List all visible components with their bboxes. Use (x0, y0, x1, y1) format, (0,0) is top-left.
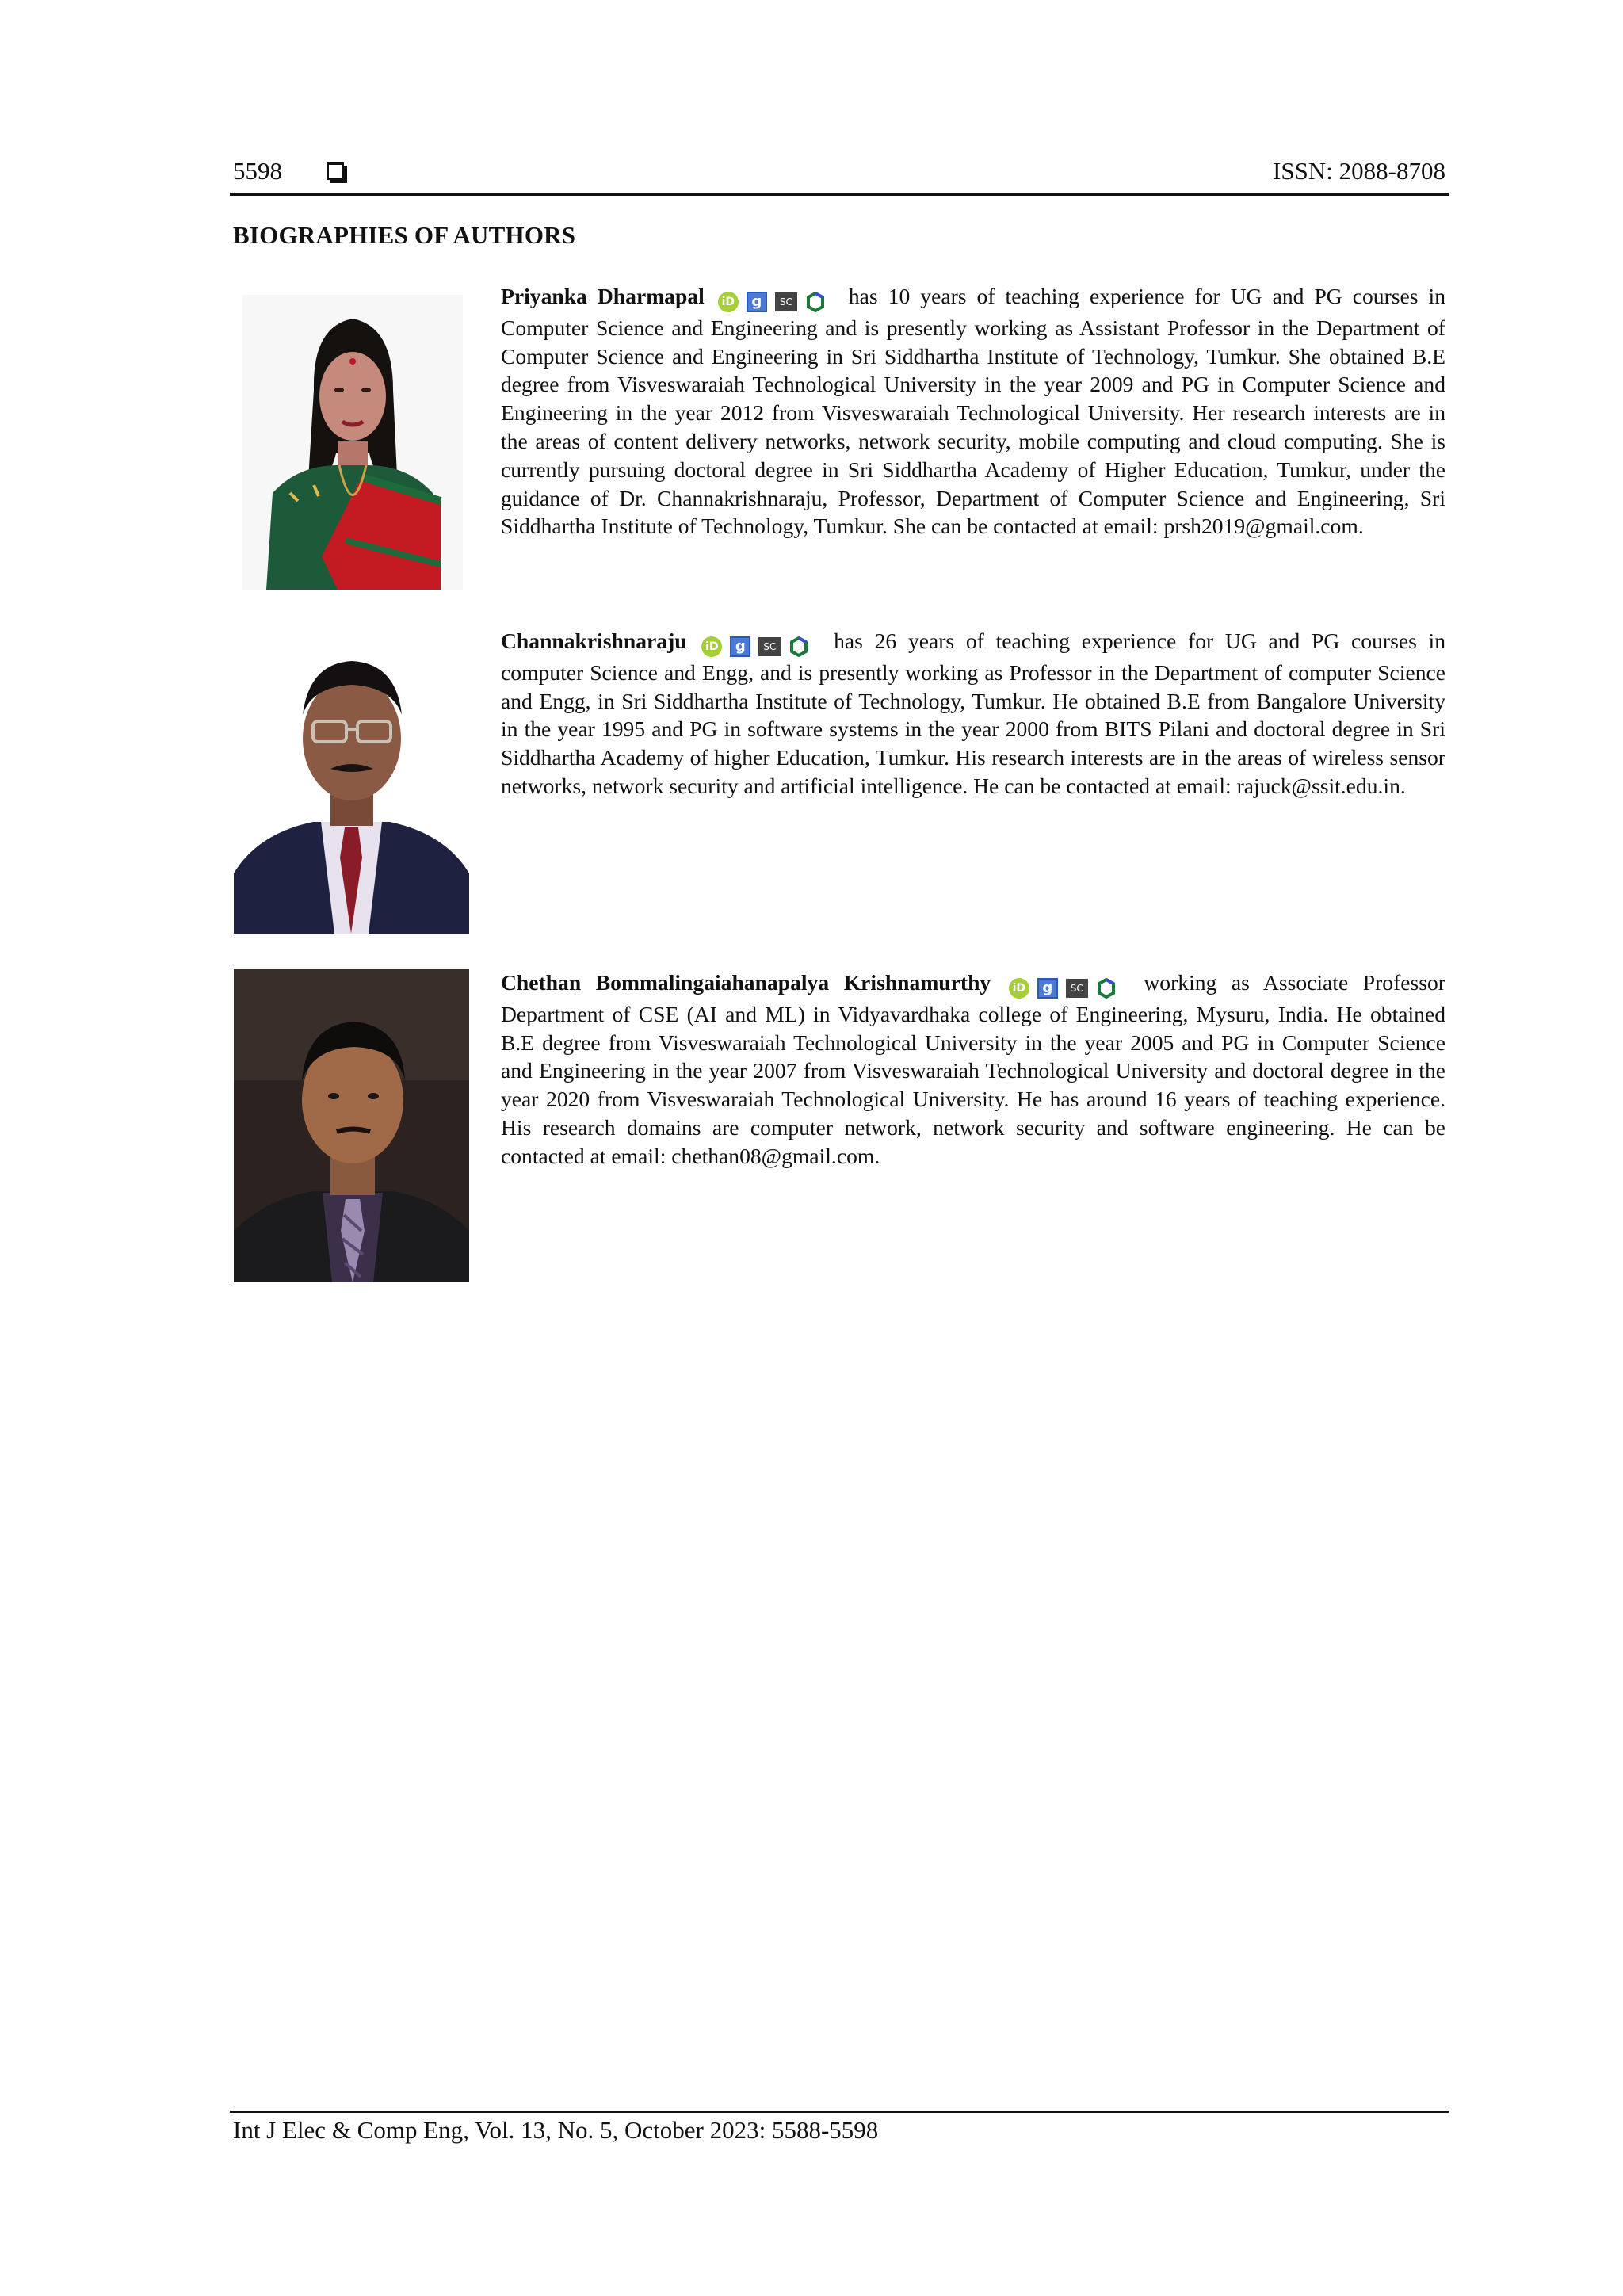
footer-citation: Int J Elec & Comp Eng, Vol. 13, No. 5, October 2023: 5588-5598 (233, 2116, 879, 2144)
author-3-profile-icons (1009, 972, 1125, 1000)
section-title: BIOGRAPHIES OF AUTHORS (233, 221, 576, 249)
google-scholar-icon[interactable]: g (1037, 978, 1058, 999)
author-bio-1 (501, 282, 1445, 541)
publons-icon[interactable] (1096, 978, 1117, 999)
author-bio-2 (501, 627, 1445, 800)
running-header (233, 152, 1445, 193)
author-bio-3 (501, 968, 1445, 1171)
scopus-icon[interactable]: SC (1066, 979, 1088, 998)
header-rule (230, 193, 1449, 196)
orcid-icon[interactable]: iD (718, 292, 739, 312)
issn: ISSN: 2088-8708 (1273, 157, 1445, 185)
scopus-icon[interactable]: SC (775, 292, 797, 311)
author-bio-text-3: working as Associate Professor Department of CSE (AI and ML) in Vidyavardhaka college of Engineering, Mysuru, India. He obtained B.E degree from Visveswaraiah Technological University in the year 2005 and PG in Computer Science and Engineering in the year 2007 from Visveswaraiah Technological University and doctoral degree in the year 2020 from Visveswaraiah Technological University. He has around 16 years of teaching experience. His research domains are computer network, network security and software engineering. He can be contacted at email: chethan08@gmail.com. (501, 970, 1445, 1168)
author-photo-3 (234, 969, 469, 1282)
publons-icon[interactable] (805, 292, 826, 312)
author-1-profile-icons (718, 285, 834, 314)
orcid-icon[interactable]: iD (701, 636, 722, 657)
author-bio-text-2: has 26 years of teaching experience for UG and PG courses in computer Science and Engg, and is presently working as Professor in the Department of computer Science and Engg, in Sri Siddhartha Institute of Technology, Tumkur. He obtained B.E from Bangalore University in the year 1995 and PG in software systems in the year 2000 from BITS Pilani and doctoral degree in Sri Siddhartha Academy of higher Education, Tumkur. His research interests are in the areas of wireless sensor networks, network security and artificial intelligence. He can be contacted at email: rajuck@ssit.edu.in. (501, 628, 1445, 798)
page-number: 5598 (233, 157, 282, 185)
author-name-2: Channakrishnaraju (501, 628, 687, 653)
google-scholar-icon[interactable]: g (730, 636, 750, 657)
scopus-icon[interactable]: SC (758, 637, 781, 656)
footer-rule (230, 2111, 1449, 2113)
google-scholar-icon[interactable]: g (747, 292, 767, 312)
box-icon (327, 162, 344, 180)
author-photo-2 (234, 620, 469, 934)
author-name-3: Chethan Bommalingaiahanapalya Krishnamurthy (501, 970, 991, 995)
author-bio-text-1: has 10 years of teaching experience for UG and PG courses in Computer Science and Engineering and is presently working as Assistant Professor in the Department of Computer Science and Engineering in Sri Siddhartha Institute of Technology, Tumkur. She obtained B.E degree from Visveswaraiah Technological University in the year 2009 and PG in Computer Science and Engineering in the year 2012 from Visveswaraiah Technological University. Her research interests are in the areas of content delivery networks, network security, mobile computing and cloud computing. She is currently pursuing doctoral degree in Sri Siddhartha Academy of Higher Education, Tumkur, under the guidance of Dr. Channakrishnaraju, Professor, Department of Computer Science and Engineering, Sri Siddhartha Institute of Technology, Tumkur. She can be contacted at email: prsh2019@gmail.com. (501, 284, 1445, 539)
orcid-icon[interactable]: iD (1009, 978, 1029, 999)
author-name-1: Priyanka Dharmapal (501, 284, 705, 308)
publons-icon[interactable] (789, 636, 809, 657)
author-photo-1 (242, 295, 463, 590)
author-2-profile-icons (701, 630, 817, 659)
